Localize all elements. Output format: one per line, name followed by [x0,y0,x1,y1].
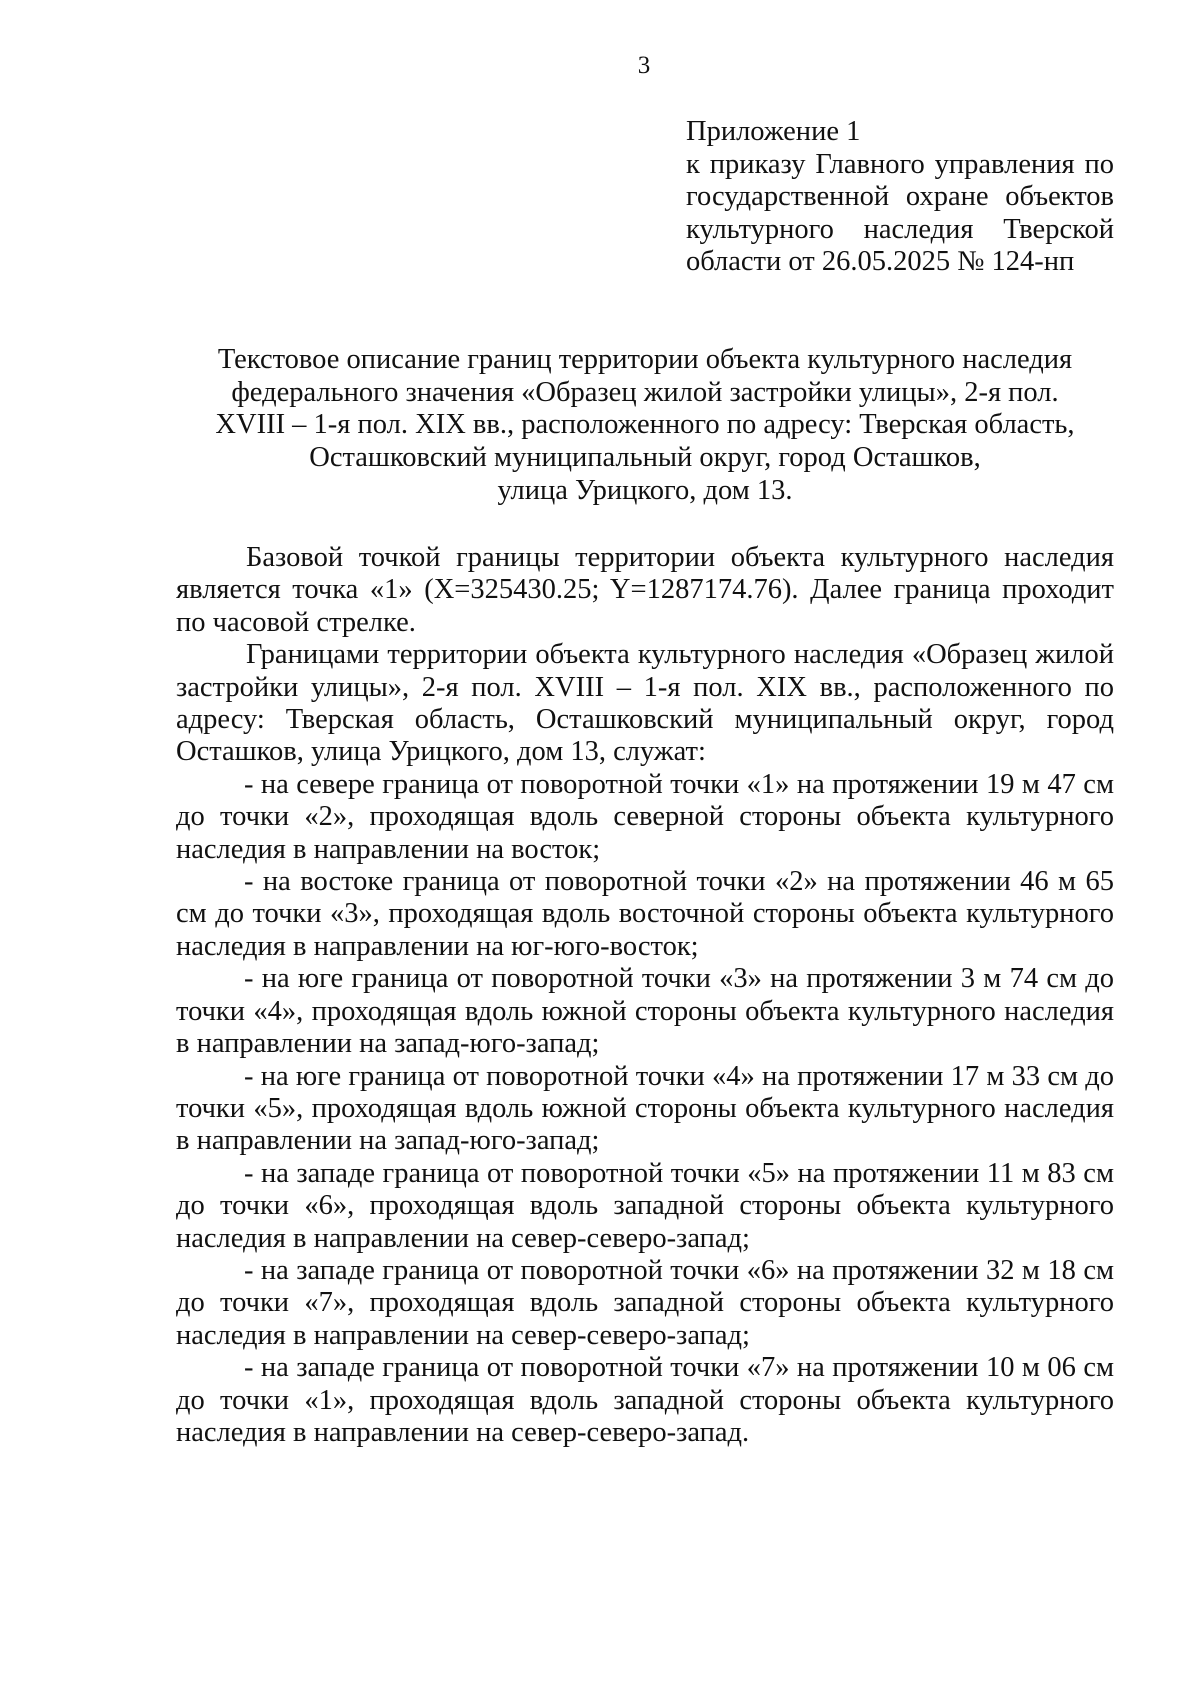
annex-header [686,116,1114,279]
title-line: улица Урицкого, дом 13. [497,474,793,506]
title-line: федерального значения «Образец жилой застройки улицы», 2-я пол. [231,376,1059,408]
paragraph-boundaries-intro: Границами территории объекта культурного наследия «Образец жилой застройки улицы», 2-я пол. XVIII – 1-я пол. XIX вв., расположенного по адресу: Тверская область, Осташковский муниципальный округ, город Осташков, улица Урицкого, дом 13, служат: [176,639,1114,768]
boundary-item: - на юге граница от поворотной точки «3» на протяжении 3 м 74 см до точки «4», проходящая вдоль южной стороны объекта культурного наследия в направлении на запад-юго-запад; [176,963,1114,1060]
annex-title: Приложение 1 [686,116,861,147]
paragraph-base-point: Базовой точкой границы территории объекта культурного наследия является точка «1» (X=325430.25; Y=1287174.76). Далее граница проходит по часовой стрелке. [176,542,1114,638]
boundary-item: - на западе граница от поворотной точки «6» на протяжении 32 м 18 см до точки «7», проходящая вдоль западной стороны объекта культурного наследия в направлении на север-северо-запад; [176,1254,1114,1351]
boundary-item: - на севере граница от поворотной точки «1» на протяжении 19 м 47 см до точки «2», проходящая вдоль северной стороны объекта культурного наследия в направлении на восток; [176,768,1114,865]
boundary-item: - на западе граница от поворотной точки «7» на протяжении 10 м 06 см до точки «1», проходящая вдоль западной стороны объекта культурного наследия в направлении на север-северо-запад. [176,1352,1114,1448]
title-line: Текстовое описание границ территории объекта культурного наследия [217,344,1073,375]
boundary-item: - на востоке граница от поворотной точки «2» на протяжении 46 м 65 см до точки «3», проходящая вдоль восточной стороны объекта культурного наследия в направлении на юг-юго-восток; [176,866,1114,962]
document-title [176,344,1114,508]
page-number: 3 [637,52,651,79]
boundary-item: - на юге граница от поворотной точки «4» на протяжении 17 м 33 см до точки «5», проходящая вдоль южной стороны объекта культурного наследия в направлении на запад-юго-запад; [176,1060,1114,1157]
boundary-item: - на западе граница от поворотной точки «5» на протяжении 11 м 83 см до точки «6», проходящая вдоль западной стороны объекта культурного наследия в направлении на север-северо-запад; [176,1157,1114,1254]
title-line: XVIII – 1-я пол. XIX вв., расположенного по адресу: Тверская область, [215,409,1075,441]
document-body [176,542,1114,1449]
title-line: Осташковский муниципальный округ, город Осташков, [309,442,981,474]
annex-reference: к приказу Главного управления по государственной охране объектов культурного наследия Тверской области от 26.05.2025 № 124-нп [686,148,1114,277]
